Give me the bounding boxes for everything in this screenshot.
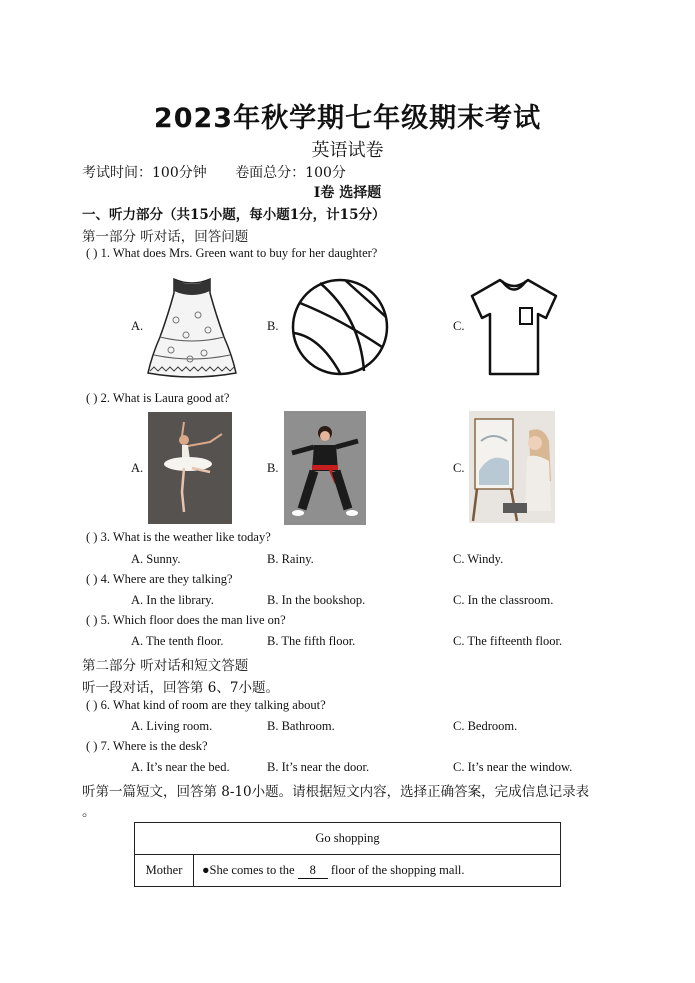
q1-option-c: C. bbox=[453, 319, 465, 333]
passage-instruction: 听第一篇短文，回答第 8-10小题。请根据短文内容，选择正确答案，完成信息记录表 bbox=[82, 784, 590, 800]
section-title: I卷 选择题 bbox=[313, 185, 382, 201]
q4-option-a: A. In the library. bbox=[131, 593, 214, 607]
listening-part-heading: 一、听力部分（共15小题，每小题1分，计15分） bbox=[82, 207, 386, 223]
q6-option-b: B. Bathroom. bbox=[267, 719, 335, 733]
table-row-content bbox=[194, 855, 561, 887]
q3-option-b: B. Rainy. bbox=[267, 552, 314, 566]
row-text-before: ●She comes to the bbox=[202, 862, 295, 877]
exam-title: 2023年秋学期七年级期末考试 bbox=[153, 103, 542, 134]
part1-heading: 第一部分 听对话，回答问题 bbox=[82, 229, 249, 245]
dress-icon bbox=[146, 275, 238, 379]
ballet-dancer-image bbox=[148, 412, 232, 524]
q7-option-b: B. It’s near the door. bbox=[267, 760, 370, 774]
q5-option-b: B. The fifth floor. bbox=[267, 634, 356, 648]
info-record-table bbox=[134, 822, 561, 887]
table-row-label: Mother bbox=[135, 855, 194, 887]
girl-painting-image bbox=[469, 411, 555, 523]
question-3: ( ) 3. What is the weather like today? bbox=[86, 530, 271, 544]
q7-option-c: C. It’s near the window. bbox=[453, 760, 573, 774]
part2-heading: 第二部分 听对话和短文答题 bbox=[82, 658, 249, 674]
passage-instruction-tail: 。 bbox=[82, 804, 96, 820]
q4-option-b: B. In the bookshop. bbox=[267, 593, 366, 607]
dialog-instruction: 听一段对话，回答第 6、7小题。 bbox=[82, 680, 279, 696]
q6-option-c: C. Bedroom. bbox=[453, 719, 518, 733]
t-shirt-icon bbox=[470, 278, 558, 376]
q3-option-c: C. Windy. bbox=[453, 552, 504, 566]
q5-option-a: A. The tenth floor. bbox=[131, 634, 224, 648]
row-text-after: floor of the shopping mall. bbox=[330, 862, 465, 877]
question-6: ( ) 6. What kind of room are they talking about? bbox=[86, 698, 326, 712]
total-score: 卷面总分：100分 bbox=[235, 165, 346, 181]
q3-option-a: A. Sunny. bbox=[131, 552, 181, 566]
q2-option-a: A. bbox=[131, 461, 144, 475]
question-7: ( ) 7. Where is the desk? bbox=[86, 739, 208, 753]
question-5: ( ) 5. Which floor does the man live on? bbox=[86, 613, 286, 627]
answer-blank-8[interactable]: 8 bbox=[298, 863, 328, 879]
table-header: Go shopping bbox=[135, 823, 561, 855]
q5-option-c: C. The fifteenth floor. bbox=[453, 634, 563, 648]
q6-option-a: A. Living room. bbox=[131, 719, 213, 733]
exam-subtitle: 英语试卷 bbox=[311, 140, 384, 161]
q4-option-c: C. In the classroom. bbox=[453, 593, 554, 607]
q7-option-a: A. It’s near the bed. bbox=[131, 760, 230, 774]
kung-fu-girl-image bbox=[284, 411, 366, 525]
exam-time: 考试时间：100分钟 bbox=[82, 165, 207, 181]
question-4: ( ) 4. Where are they talking? bbox=[86, 572, 233, 586]
q1-option-b: B. bbox=[267, 319, 279, 333]
question-1: ( ) 1. What does Mrs. Green want to buy for her daughter? bbox=[86, 246, 378, 260]
basketball-icon bbox=[290, 277, 390, 377]
q1-option-a: A. bbox=[131, 319, 144, 333]
q2-option-b: B. bbox=[267, 461, 279, 475]
exam-meta bbox=[82, 162, 346, 182]
question-2: ( ) 2. What is Laura good at? bbox=[86, 391, 230, 405]
q2-option-c: C. bbox=[453, 461, 465, 475]
